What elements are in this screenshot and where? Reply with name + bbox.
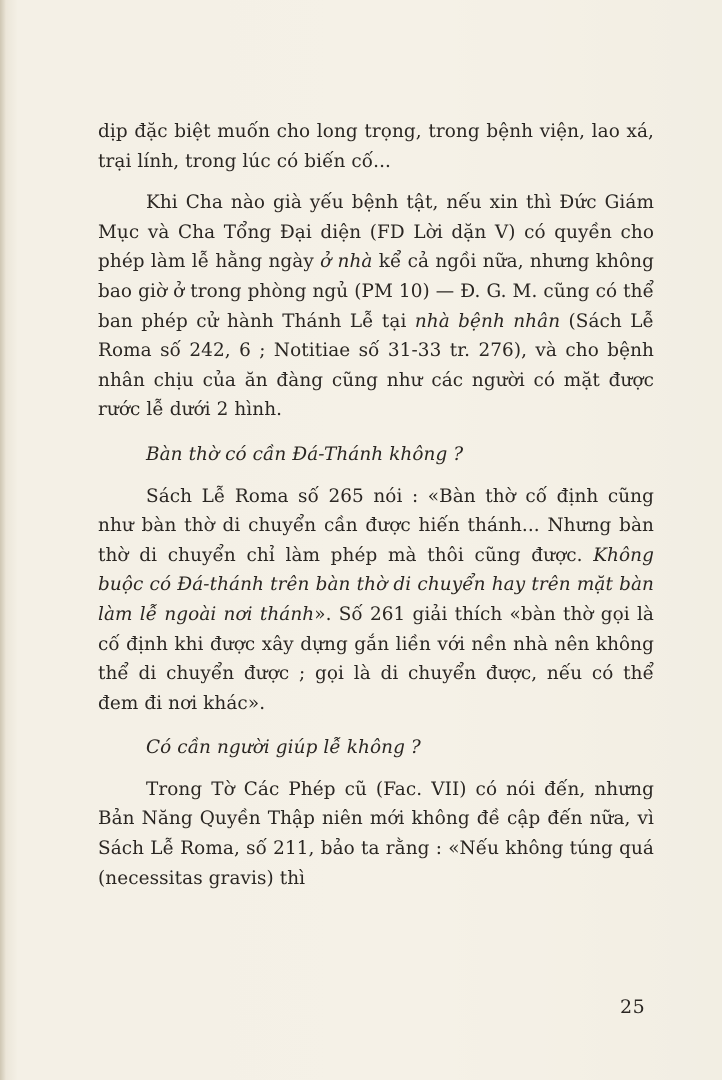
body-text bbox=[98, 117, 654, 893]
paragraph-server: Trong Tờ Các Phép cũ (Fac. VII) có nói đến, nhưng Bản Năng Quyền Thập niên mới không đề cập đến nữa, vì Sách Lễ Roma, số 211, bảo ta rằng : «Nếu không túng quá (necessitas gravis) thì bbox=[98, 778, 654, 889]
emphasis-altar-stone: Không buộc có Đá-thánh trên bàn thờ di chuyển hay trên mặt bàn làm lễ ngoài nơi thánh bbox=[98, 544, 654, 625]
paragraph-continuation: dịp đặc biệt muốn cho long trọng, trong bệnh viện, lao xá, trại lính, trong lúc có biến cố... bbox=[98, 121, 654, 172]
text-segment: (Sách Lễ Roma số 242, 6 ; Notitiae số 31-33 tr. 276), và cho bệnh nhân chịu của ăn đàng cũng như các người có mặt được rước lễ dưới 2 hình. bbox=[98, 310, 654, 421]
text-segment: Khi Cha nào già yếu bệnh tật, nếu xin thì Đức Giám Mục và Cha Tổng Đại diện (FD Lời dặn V) có quyền cho phép làm lễ hằng ngày bbox=[98, 192, 654, 273]
emphasis-patient-home: nhà bệnh nhân bbox=[414, 310, 561, 332]
paragraph-elderly-priests bbox=[98, 188, 654, 425]
text-segment: Sách Lễ Roma số 265 nói : «Bàn thờ cố định cũng như bàn thờ di chuyển cần được hiến thánh... Nhưng bàn thờ di chuyển chỉ làm phép mà thôi cũng được. bbox=[98, 485, 654, 566]
paragraph-altar bbox=[98, 482, 654, 719]
section-heading-server: Có cần người giúp lễ không ? bbox=[146, 737, 421, 759]
emphasis-at-home: ở nhà bbox=[320, 251, 373, 273]
section-heading-altar-stone: Bàn thờ có cần Đá-Thánh không ? bbox=[146, 443, 464, 465]
text-segment: kể cả ngồi nữa, nhưng không bao giờ ở trong phòng ngủ (PM 10) — Đ. G. M. cũng có thể ban phép cử hành Thánh Lễ tại bbox=[98, 251, 654, 332]
page-binding-edge bbox=[0, 0, 6, 1080]
text-segment: ». Số 261 giải thích «bàn thờ gọi là cố định khi được xây dựng gắn liền với nền nhà nên không thể di chuyển được ; gọi là di chuyển được, nếu có thể đem đi nơi khác». bbox=[98, 603, 654, 714]
page-number: 25 bbox=[620, 996, 646, 1018]
